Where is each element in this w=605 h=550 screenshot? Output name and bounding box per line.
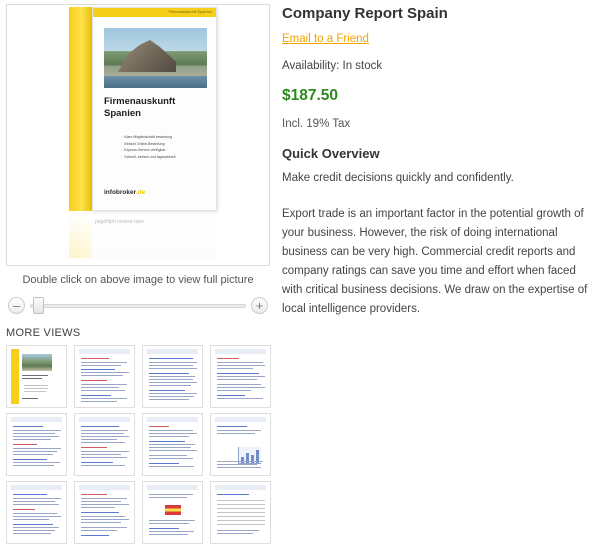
thumb-cover-photo bbox=[22, 354, 52, 371]
thumb-page-image bbox=[147, 417, 198, 472]
zoom-slider-handle[interactable] bbox=[33, 297, 44, 314]
thumb-report-chart[interactable] bbox=[210, 413, 271, 476]
thumb-cover[interactable] bbox=[6, 345, 67, 408]
zoom-out-icon[interactable]: – bbox=[8, 297, 25, 314]
cover-title: Firmenauskunft Spanien bbox=[104, 96, 176, 119]
thumb-report-page-1[interactable] bbox=[74, 345, 135, 408]
cover-bullet-4: ▪ Schnell, einfach und tagesaktuell bbox=[121, 154, 205, 161]
thumb-page-image bbox=[79, 485, 130, 540]
spain-flag-graphic bbox=[165, 505, 181, 515]
availability-status: Availability: In stock bbox=[282, 60, 383, 72]
thumb-page-image bbox=[79, 349, 130, 404]
book-spine bbox=[69, 7, 92, 211]
thumb-chart-image bbox=[215, 417, 266, 472]
reflection-spine bbox=[69, 212, 92, 258]
thumb-cover-image bbox=[11, 349, 62, 404]
thumb-report-page-6[interactable] bbox=[142, 413, 203, 476]
book-front-face bbox=[92, 7, 217, 211]
thumb-page-image bbox=[11, 417, 62, 472]
cover-bullet-2: ▪ Einfach Online-Bestellung bbox=[121, 141, 205, 148]
thumb-report-page-9[interactable] bbox=[210, 481, 271, 544]
product-price: $187.50 bbox=[282, 87, 339, 104]
thumb-report-page-2[interactable] bbox=[142, 345, 203, 408]
cover-bullet-1: ▪ Klare Mitgliedschaft bewertung bbox=[121, 134, 205, 141]
tax-note: Incl. 19% Tax bbox=[282, 118, 351, 130]
thumb-report-page-5[interactable] bbox=[74, 413, 135, 476]
cover-photo-sea bbox=[104, 76, 207, 88]
thumb-report-flag[interactable] bbox=[142, 481, 203, 544]
main-product-image[interactable] bbox=[6, 4, 270, 266]
cover-logo-text: infobroker bbox=[104, 189, 136, 196]
quick-overview-body: Export trade is an important factor in the potential growth of your business. However, the risk of doing international business can be very high. Commercial credit reports and company ratings can save you time and effort when faced with critical business decisions. We draw on the expertise of local intelligence providers. bbox=[282, 208, 588, 315]
cover-top-banner: Firmenauskunft Spanien bbox=[93, 8, 216, 17]
more-views-label: MORE VIEWS bbox=[6, 327, 81, 339]
zoom-slider-track[interactable] bbox=[30, 304, 246, 308]
reflection-caption: pagehtph ineteor repo bbox=[95, 219, 144, 225]
thumb-cover-spine bbox=[11, 349, 19, 404]
thumb-page-image bbox=[147, 349, 198, 404]
thumb-report-page-7[interactable] bbox=[6, 481, 67, 544]
thumb-table-image bbox=[215, 485, 266, 540]
page-title: Company Report Spain bbox=[282, 5, 448, 22]
cover-bullets bbox=[121, 134, 205, 160]
book-cover-graphic bbox=[69, 7, 217, 211]
cover-logo bbox=[104, 189, 145, 196]
thumb-page-image bbox=[79, 417, 130, 472]
cover-photo bbox=[104, 28, 207, 88]
zoom-in-icon[interactable]: + bbox=[251, 297, 268, 314]
zoom-slider[interactable] bbox=[6, 295, 270, 317]
thumb-report-page-8[interactable] bbox=[74, 481, 135, 544]
thumbnail-grid bbox=[6, 345, 278, 544]
cover-logo-suffix: .de bbox=[135, 189, 146, 196]
cover-bullet-3: ▪ Express-Service verfügbar bbox=[121, 147, 205, 154]
quick-overview-lead: Make credit decisions quickly and confidently. bbox=[282, 172, 514, 184]
thumb-report-page-3[interactable] bbox=[210, 345, 271, 408]
email-to-friend-link[interactable]: Email to a Friend bbox=[282, 33, 369, 45]
cover-photo-rock bbox=[118, 38, 176, 72]
thumb-page-image bbox=[215, 349, 266, 404]
thumb-flag-image bbox=[147, 485, 198, 540]
product-info bbox=[282, 0, 600, 319]
thumb-page-image bbox=[11, 485, 62, 540]
quick-overview-heading: Quick Overview bbox=[282, 146, 380, 161]
double-click-hint: Double click on above image to view full picture bbox=[22, 274, 254, 286]
thumb-report-page-4[interactable] bbox=[6, 413, 67, 476]
product-gallery bbox=[6, 4, 272, 544]
